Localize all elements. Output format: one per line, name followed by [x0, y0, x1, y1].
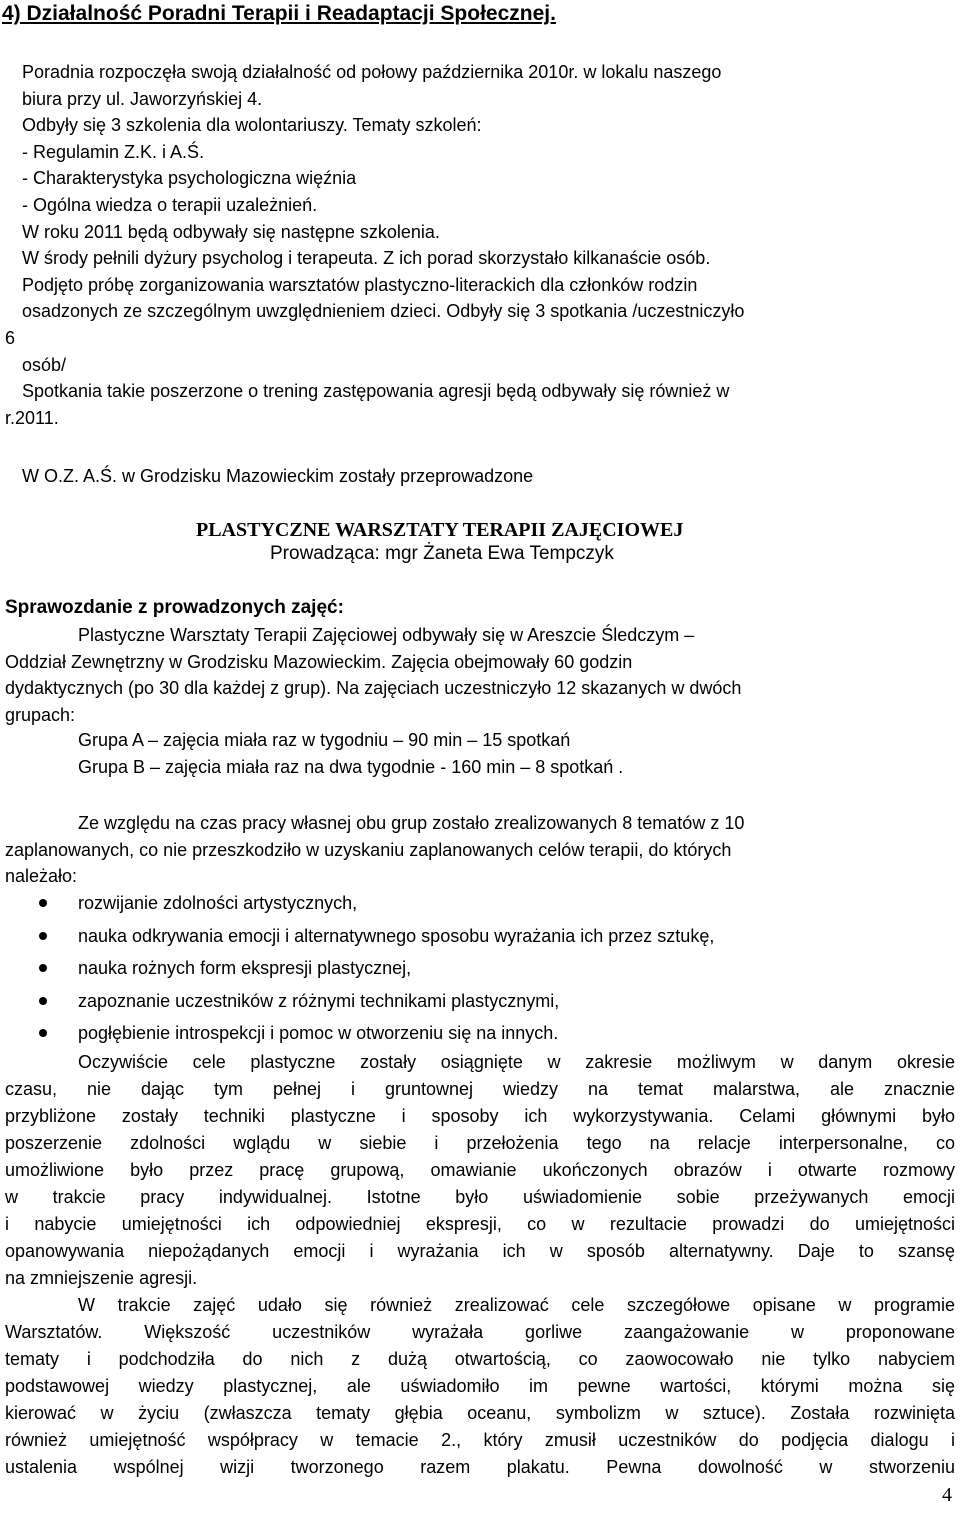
group-a-line: Grupa A – zajęcia miała raz w tygodniu – 90 min – 15 spotkań	[78, 730, 571, 750]
paragraph-outcomes	[5, 1049, 955, 1292]
paragraph-line: czasu, nie dając tym pełnej i gruntownej wiedzy na temat malarstwa, ale znacznie	[5, 1079, 955, 1099]
bullet-icon	[39, 964, 47, 972]
intro-line: - Charakterystyka psychologiczna więźnia	[22, 168, 357, 189]
paragraph-line: podstawowej wiedzy plastycznej, ale uświadomiło im pewne wartości, którymi można się	[5, 1376, 955, 1396]
paragraph-line: w trakcie pracy indywidualnej. Istotne było uświadomienie sobie przeżywanych emocji	[5, 1187, 955, 1207]
report-line: dydaktycznych (po 30 dla każdej z grup). Na zajęciach uczestniczyło 12 skazanych w dwóch	[5, 678, 742, 699]
grodzisk-line: W O.Z. A.Ś. w Grodzisku Mazowieckim zostały przeprowadzone	[22, 466, 534, 486]
goals-intro-block	[5, 810, 744, 890]
intro-block	[5, 59, 745, 431]
intro-line: - Regulamin Z.K. i A.Ś.	[22, 141, 205, 162]
goal-text: rozwijanie zdolności artystycznych,	[78, 893, 358, 913]
intro-line: biura przy ul. Jaworzyńskiej 4.	[22, 88, 263, 109]
paragraph-line: na zmniejszenie agresji.	[5, 1268, 198, 1288]
intro-line: Poradnia rozpoczęła swoją działalność od połowy października 2010r. w lokalu naszego	[22, 62, 722, 82]
goals-intro-line: Ze względu na czas pracy własnej obu grup zostało zrealizowanych 8 tematów z 10	[78, 813, 745, 833]
paragraph-line: Warsztatów. Większość uczestników wyrażała gorliwe zaangażowanie w proponowane	[5, 1322, 955, 1342]
intro-line: osadzonych ze szczególnym uwzględnieniem dzieci. Odbyły się 3 spotkania /uczestniczyło	[22, 301, 745, 322]
report-heading: Sprawozdanie z prowadzonych zajęć:	[5, 597, 344, 618]
goal-text: nauka odkrywania emocji i alternatywnego sposobu wyrażania ich przez sztukę,	[78, 925, 715, 946]
intro-line: Odbyły się 3 szkolenia dla wolontariuszy. Tematy szkoleń:	[22, 115, 482, 136]
report-line: grupach:	[5, 704, 76, 725]
group-b-line: Grupa B – zajęcia miała raz na dwa tygodnie - 160 min – 8 spotkań .	[78, 757, 624, 777]
bullet-icon	[39, 899, 47, 907]
paragraph-line: Oczywiście cele plastyczne zostały osiągnięte w zakresie możliwym w danym okresie	[78, 1052, 955, 1072]
goal-text: zapoznanie uczestników z różnymi technikami plastycznymi,	[78, 990, 560, 1011]
report-block	[5, 622, 741, 728]
paragraph-line: ustalenia wspólnej wizji tworzonego razem plakatu. Pewna dowolność w stworzeniu	[5, 1457, 955, 1477]
paragraph-line: umożliwione było przez pracę grupową, omawianie ukończonych obrazów i otwarte rozmowy	[5, 1160, 955, 1180]
paragraph-line: kierować w życiu (zwłaszcza tematy głębia oceanu, symbolizm w sztuce). Została rozwinięta	[5, 1403, 955, 1423]
intro-line: W środy pełnili dyżury psycholog i terapeuta. Z ich porad skorzystało kilkanaście osób.	[22, 248, 711, 269]
intro-line: Podjęto próbę zorganizowania warsztatów plastyczno-literackich dla członków rodzin	[22, 274, 698, 295]
paragraph-line: poszerzenie zdolności wglądu w siebie i przełożenia tego na relacje interpersonalne, co	[5, 1133, 955, 1153]
paragraph-details	[5, 1292, 955, 1481]
intro-line: - Ogólna wiedza o terapii uzależnień.	[22, 194, 318, 215]
section-heading: 4) Działalność Poradni Terapii i Readaptacji Społecznej.	[2, 2, 556, 25]
workshop-title: PLASTYCZNE WARSZTATY TERAPII ZAJĘCIOWEJ	[196, 519, 684, 541]
intro-line: W roku 2011 będą odbywały się następne szkolenia.	[22, 221, 440, 242]
report-line: Oddział Zewnętrzny w Grodzisku Mazowieckim. Zajęcia obejmowały 60 godzin	[5, 651, 633, 672]
paragraph-line: opanowywania niepożądanych emocji i wyrażania ich w sposób alternatywny. Daje to szansę	[5, 1241, 955, 1261]
goal-text: nauka rożnych form ekspresji plastycznej,	[78, 958, 412, 978]
workshop-leader: Prowadząca: mgr Żaneta Ewa Tempczyk	[270, 543, 614, 564]
paragraph-line: również umiejętność współpracy w temacie 2., który zmusił uczestników do podjęcia dialogu i	[5, 1430, 955, 1450]
bullet-icon	[39, 997, 47, 1005]
goals-intro-line: zaplanowanych, co nie przeszkodziło w uzyskaniu zaplanowanych celów terapii, do których	[5, 839, 732, 860]
paragraph-line: tematy i podchodziła do nich z dużą otwartością, co zaowocowało nie tylko nabyciem	[5, 1349, 955, 1369]
paragraph-line: W trakcie zajęć udało się również zrealizować cele szczegółowe opisane w programie	[78, 1295, 955, 1315]
paragraph-line: przybliżone zostały techniki plastyczne i sposoby ich wykorzystywania. Celami głównymi było	[5, 1106, 955, 1126]
intro-line: r.2011.	[5, 407, 59, 428]
report-line: Plastyczne Warsztaty Terapii Zajęciowej odbywały się w Areszcie Śledczym –	[78, 625, 695, 645]
bullet-icon	[39, 932, 47, 940]
goal-text: pogłębienie introspekcji i pomoc w otworzeniu się na innych.	[78, 1023, 559, 1043]
intro-line: Spotkania takie poszerzone o trening zastępowania agresji będą odbywały się również w	[22, 381, 730, 402]
bullet-icon	[39, 1029, 47, 1037]
paragraph-line: i nabycie umiejętności ich odpowiedniej ekspresji, co w rezultacie prowadzi do umiejętności	[5, 1214, 955, 1234]
intro-line: osób/	[22, 354, 67, 375]
goals-intro-line: należało:	[5, 866, 78, 887]
intro-line: 6	[5, 327, 16, 348]
page-number: 4	[942, 1484, 952, 1506]
